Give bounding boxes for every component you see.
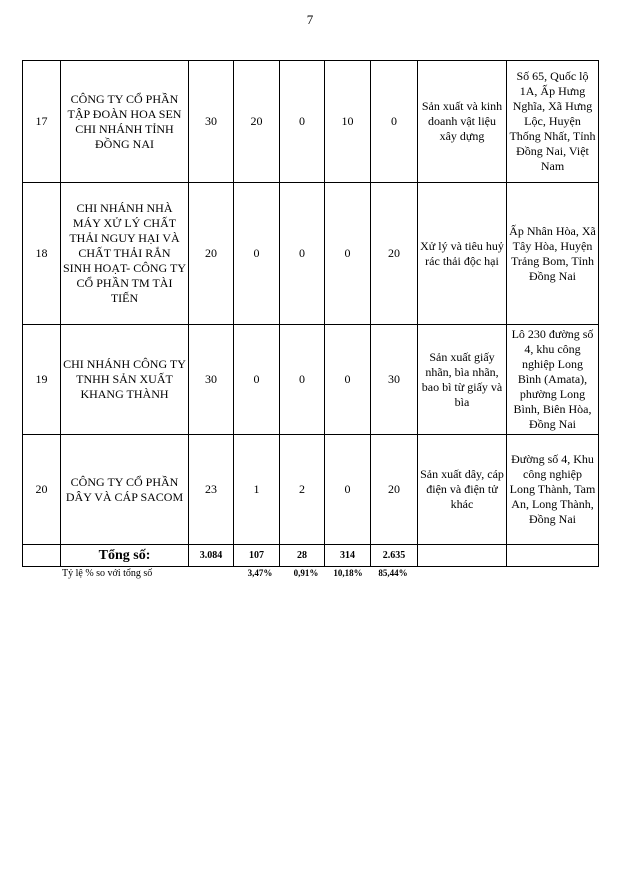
- ratio-row: [22, 568, 598, 582]
- row-index: 19: [23, 325, 61, 435]
- company-address: Ấp Nhân Hòa, Xã Tây Hòa, Huyện Trảng Bom, Tỉnh Đồng Nai: [507, 183, 599, 325]
- page-number: 7: [306, 12, 314, 27]
- value-cell: 2: [280, 435, 325, 545]
- value-cell: 10: [325, 61, 371, 183]
- total-value: 28: [280, 545, 325, 567]
- value-cell: 0: [234, 325, 280, 435]
- total-value: 3.084: [189, 545, 234, 567]
- total-empty-cell: [507, 545, 599, 567]
- table-row: [23, 61, 599, 183]
- value-cell: 23: [189, 435, 234, 545]
- ratio-value: 85,44%: [378, 568, 408, 578]
- table-row: [23, 325, 599, 435]
- ratio-value: 3,47%: [247, 568, 273, 578]
- value-cell: 0: [325, 435, 371, 545]
- company-name: CÔNG TY CỔ PHẦN TẬP ĐOÀN HOA SEN CHI NHÁNH TỈNH ĐỒNG NAI: [61, 61, 189, 183]
- total-empty-cell: [23, 545, 61, 567]
- table-row: [23, 435, 599, 545]
- ratio-label: Tỷ lệ % so với tổng số: [62, 568, 153, 579]
- value-cell: 0: [325, 183, 371, 325]
- total-label: Tổng số:: [61, 545, 189, 567]
- business-activity: Sản xuất dây, cáp điện và điện tử khác: [418, 435, 507, 545]
- company-name: CHI NHÁNH NHÀ MÁY XỬ LÝ CHẤT THẢI NGUY HẠI VÀ CHẤT THẢI RẮN SINH HOẠT- CÔNG TY CỔ PHẦN TM TÀI TIẾN: [61, 183, 189, 325]
- value-cell: 20: [371, 183, 418, 325]
- total-value: 314: [325, 545, 371, 567]
- company-name: CÔNG TY CỔ PHẦN DÂY VÀ CÁP SACOM: [61, 435, 189, 545]
- value-cell: 0: [280, 325, 325, 435]
- company-address: Đường số 4, Khu công nghiệp Long Thành, Tam An, Long Thành, Đồng Nai: [507, 435, 599, 545]
- value-cell: 30: [371, 325, 418, 435]
- row-index: 18: [23, 183, 61, 325]
- total-empty-cell: [418, 545, 507, 567]
- company-address: Lô 230 đường số 4, khu công nghiệp Long Bình (Amata), phường Long Bình, Biên Hòa, Đồng Nai: [507, 325, 599, 435]
- value-cell: 0: [234, 183, 280, 325]
- ratio-value: 0,91%: [293, 568, 319, 578]
- total-value: 107: [234, 545, 280, 567]
- value-cell: 20: [189, 183, 234, 325]
- value-cell: 30: [189, 61, 234, 183]
- business-activity: Sản xuất giấy nhãn, bìa nhãn, bao bì từ giấy và bìa: [418, 325, 507, 435]
- value-cell: 0: [371, 61, 418, 183]
- company-name: CHI NHÁNH CÔNG TY TNHH SẢN XUẤT KHANG THÀNH: [61, 325, 189, 435]
- table-row: [23, 183, 599, 325]
- value-cell: 0: [280, 183, 325, 325]
- row-index: 20: [23, 435, 61, 545]
- value-cell: 0: [280, 61, 325, 183]
- value-cell: 20: [371, 435, 418, 545]
- business-activity: Xử lý và tiêu huỷ rác thải độc hại: [418, 183, 507, 325]
- row-index: 17: [23, 61, 61, 183]
- total-row: [23, 545, 599, 567]
- value-cell: 0: [325, 325, 371, 435]
- value-cell: 30: [189, 325, 234, 435]
- value-cell: 20: [234, 61, 280, 183]
- company-address: Số 65, Quốc lộ 1A, Ấp Hưng Nghĩa, Xã Hưng Lộc, Huyện Thống Nhất, Tỉnh Đồng Nai, Việt Nam: [507, 61, 599, 183]
- business-activity: Sản xuất và kinh doanh vật liệu xây dựng: [418, 61, 507, 183]
- total-value: 2.635: [371, 545, 418, 567]
- ratio-value: 10,18%: [333, 568, 363, 578]
- value-cell: 1: [234, 435, 280, 545]
- enterprise-table: [22, 60, 599, 567]
